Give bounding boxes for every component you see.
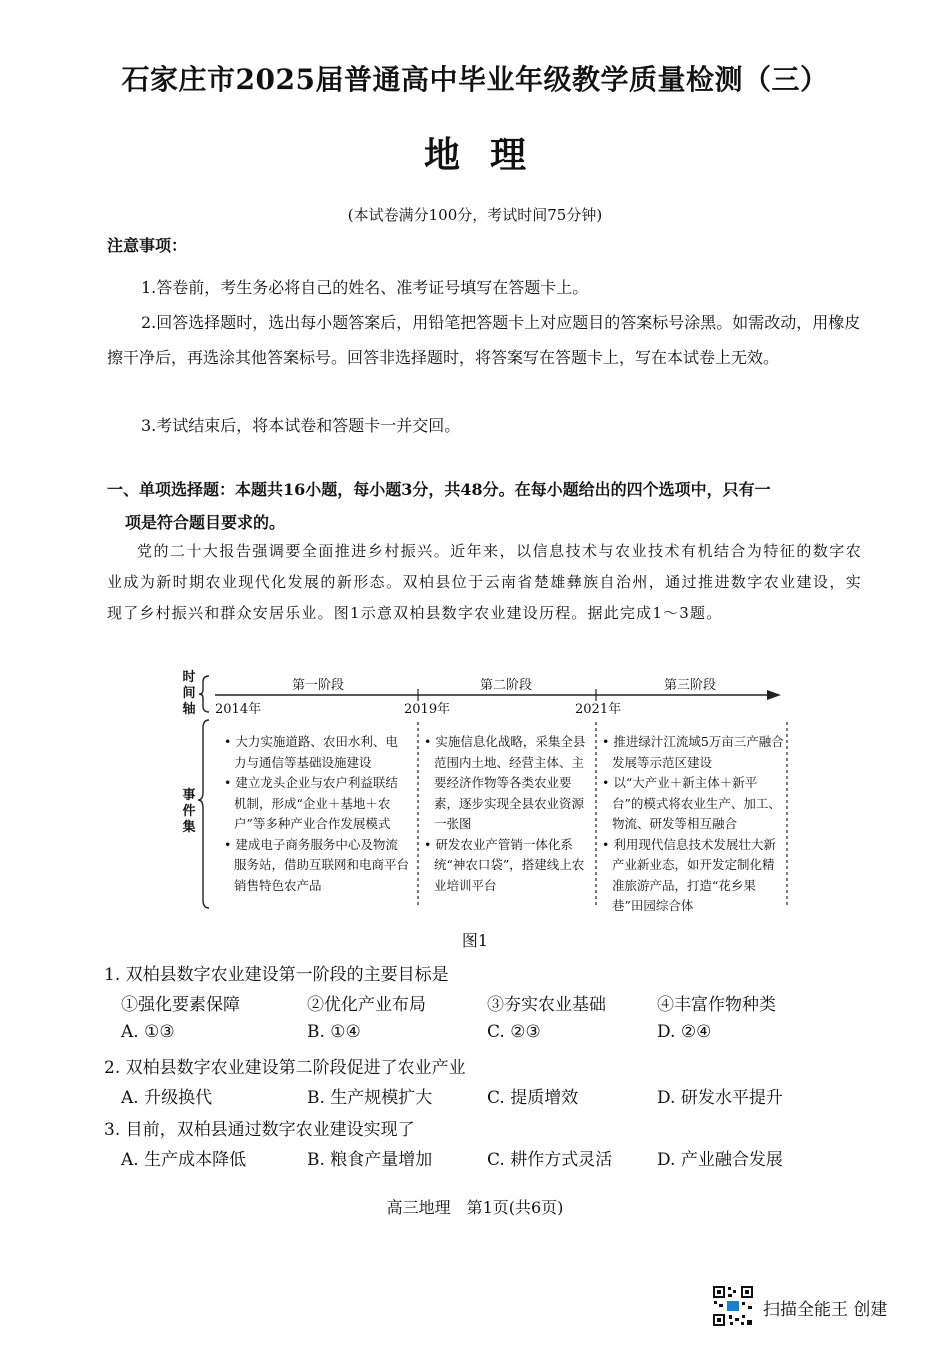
passage: 党的二十大报告强调要全面推进乡村振兴。近年来，以信息技术与农业技术有机结合为特征的数字农业成为新时期农业现代化发展的新形态。双柏县位于云南省楚雄彝族自治州，通过推进数字农业建设，实现了乡村振兴和群众安居乐业。图1示意双柏县数字农业建设历程。据此完成1～3题。 xyxy=(107,542,862,622)
q2-option-d[interactable]: D. 研发水平提升 xyxy=(657,1088,783,1108)
notice-item-1: 1.答卷前，考生务必将自己的姓名、准考证号填写在答题卡上。 xyxy=(141,278,589,297)
q1-statement-1: ①强化要素保障 xyxy=(121,995,240,1015)
stage-label-1: 第一阶段 xyxy=(292,678,345,693)
question-1-stem: 1. 双柏县数字农业建设第一阶段的主要目标是 xyxy=(104,965,449,985)
q1-statement-4: ④丰富作物种类 xyxy=(657,995,776,1015)
stage1-events xyxy=(224,732,410,896)
q1-option-b[interactable]: B. ①④ xyxy=(307,1022,361,1042)
page-footer: 高三地理 第1页(共6页) xyxy=(386,1198,564,1217)
stage1-event-1: • 大力实施道路、农田水利、电力与通信等基础设施建设 xyxy=(224,734,398,770)
q2-option-b[interactable]: B. 生产规模扩大 xyxy=(307,1088,433,1108)
q3-option-c[interactable]: C. 耕作方式灵活 xyxy=(487,1150,613,1170)
exam-title: 石家庄市2025届普通高中毕业年级教学质量检测（三） xyxy=(121,63,829,96)
question-2-stem: 2. 双柏县数字农业建设第二阶段促进了农业产业 xyxy=(104,1058,466,1078)
q1-option-d[interactable]: D. ②④ xyxy=(657,1022,712,1042)
events-label: 事 件 集 xyxy=(182,788,196,835)
q1-statement-2: ②优化产业布局 xyxy=(307,995,426,1015)
stage2-events xyxy=(424,732,590,896)
events-brace xyxy=(198,720,209,908)
notice-item-2: 2.回答选择题时，选出每小题答案后，用铅笔把答题卡上对应题目的答案标号涂黑。如需改动，用橡皮擦干净后，再选涂其他答案标号。回答非选择题时，将答案写在答题卡上，写在本试卷上无效。 xyxy=(107,313,861,367)
stage2-event-2: • 研发农业产管销一体化系统“神农口袋”，搭建线上农业培训平台 xyxy=(424,836,585,893)
axis-brace xyxy=(199,676,209,712)
exam-info: (本试卷满分100分，考试时间75分钟) xyxy=(347,206,603,224)
stage-label-3: 第三阶段 xyxy=(664,678,717,693)
stage1-event-2: • 建立龙头企业与农户利益联结机制，形成“企业＋基地＋农户”等多种产业合作发展模式 xyxy=(224,775,398,831)
section-heading-line1: 一、单项选择题：本题共16小题，每小题3分，共48分。在每小题给出的四个选项中，只有一 xyxy=(107,480,771,499)
q3-option-d[interactable]: D. 产业融合发展 xyxy=(657,1150,783,1170)
stage-label-2: 第二阶段 xyxy=(480,678,533,693)
section-heading-line2: 项是符合题目要求的。 xyxy=(125,513,286,532)
stage3-event-3: • 利用现代信息技术发展壮大新产业新业态，如开发定制化精准旅游产品，打造“花乡果巷”田园综合体 xyxy=(602,836,776,913)
notice-item-3: 3.考试结束后，将本试卷和答题卡一并交回。 xyxy=(141,416,461,435)
q2-option-a[interactable]: A. 升级换代 xyxy=(121,1088,213,1108)
stage3-events xyxy=(602,732,784,917)
q3-option-a[interactable]: A. 生产成本降低 xyxy=(121,1150,247,1170)
q2-option-c[interactable]: C. 提质增效 xyxy=(487,1088,579,1108)
figure-caption: 图1 xyxy=(461,931,489,950)
stage3-event-1: • 推进绿汁江流域5万亩三产融合发展等示范区建设 xyxy=(602,734,784,770)
stage3-event-2: • 以“大产业＋新主体＋新平台”的模式将农业生产、加工、物流、研发等相互融合 xyxy=(602,775,781,831)
scanner-watermark: 扫描全能王 创建 xyxy=(763,1300,888,1320)
q3-option-b[interactable]: B. 粮食产量增加 xyxy=(307,1150,433,1170)
stage2-event-1: • 实施信息化战略，采集全县范围内土地、经营主体、主要经济作物等各类农业要素，逐步实现全县农业资源一张图 xyxy=(424,734,586,831)
time-axis-arrow xyxy=(767,690,781,700)
year-2014: 2014年 xyxy=(215,702,262,717)
stage1-event-3: • 建成电子商务服务中心及物流服务站，借助互联网和电商平台销售特色农产品 xyxy=(224,836,410,893)
subject-title: 地理 xyxy=(423,134,556,176)
year-2021: 2021年 xyxy=(575,702,622,717)
axis-label: 时 间 轴 xyxy=(182,670,196,717)
q1-option-c[interactable]: C. ②③ xyxy=(487,1022,541,1042)
q1-option-a[interactable]: A. ①③ xyxy=(121,1022,175,1042)
question-3-stem: 3. 目前，双柏县通过数字农业建设实现了 xyxy=(104,1120,415,1140)
notice-heading: 注意事项： xyxy=(107,236,188,255)
section-heading xyxy=(107,473,867,539)
figure-timeline xyxy=(175,668,795,916)
q1-statement-3: ③夯实农业基础 xyxy=(487,995,606,1015)
qr-code-icon xyxy=(712,1285,754,1327)
year-2019: 2019年 xyxy=(404,702,451,717)
